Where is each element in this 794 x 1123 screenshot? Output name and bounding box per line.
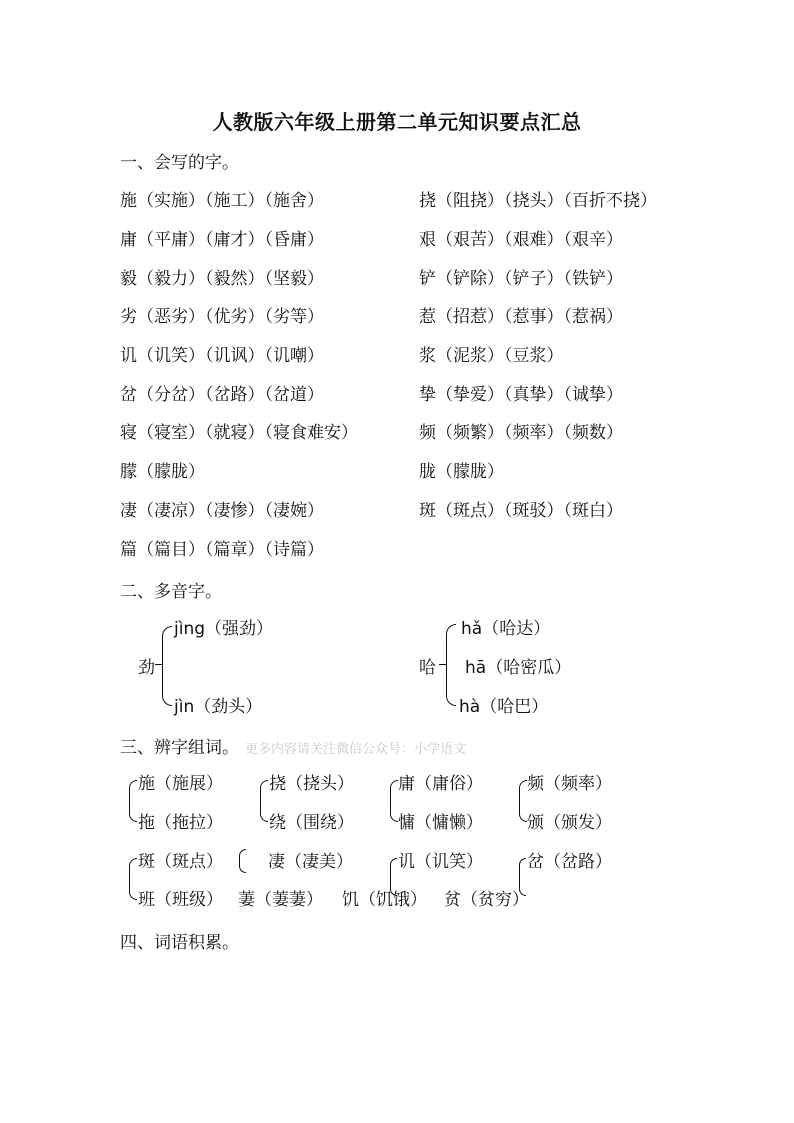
write-row: 凄（凄凉）（凄惨）（凄婉） <box>120 501 324 521</box>
write-row: 讥（讥笑）（讥讽）（讥嘲） <box>120 346 324 366</box>
write-row: 斑（斑点）（斑驳）（斑白） <box>419 501 623 521</box>
section-heading-distinguish <box>120 733 466 758</box>
pair-item: 频（频率） <box>527 774 612 794</box>
write-row: 频（频繁）（频率）（频数） <box>419 423 623 443</box>
section-heading-polyphone: 二、多音字。 <box>120 582 222 602</box>
write-row: 浆（泥浆）（豆浆） <box>419 346 564 366</box>
section-heading-text: 三、辨字组词。 <box>120 738 239 758</box>
polyphone-reading: hà（哈巴） <box>459 697 549 717</box>
write-row: 惹（招惹）（惹事）（惹祸） <box>419 307 623 327</box>
write-row: 施（实施）（施工）（施舍） <box>120 191 324 211</box>
write-row: 毅（毅力）（毅然）（坚毅） <box>120 269 324 289</box>
brace <box>519 780 527 822</box>
write-row: 挚（挚爱）（真挚）（诚挚） <box>419 385 623 405</box>
pair-item: 庸（庸俗） <box>398 774 483 794</box>
pair-item: 慵（慵懒） <box>398 813 483 833</box>
pair-item: 贫（贫穷） <box>444 890 529 910</box>
write-row: 铲（铲除）（铲子）（铁铲） <box>419 269 623 289</box>
pair-item: 施（施展） <box>138 774 223 794</box>
section-heading-vocab: 四、词语积累。 <box>120 933 239 953</box>
polyphone-char: 劲 <box>138 658 155 678</box>
pair-item: 班（班级） <box>138 890 223 910</box>
write-row: 艰（艰苦）（艰难）（艰辛） <box>419 230 623 250</box>
brace <box>129 780 137 822</box>
pair-item: 颁（颁发） <box>527 813 612 833</box>
write-row: 朦（朦胧） <box>120 462 205 482</box>
pair-item: 讥（讥笑） <box>398 852 483 872</box>
polyphone-char: 哈 <box>419 658 436 678</box>
pair-item: 斑（斑点） <box>138 852 223 872</box>
brace <box>239 849 246 873</box>
pair-item: 绕（围绕） <box>269 813 354 833</box>
write-row: 篇（篇目）（篇章）（诗篇） <box>120 540 324 560</box>
brace <box>129 858 137 900</box>
pair-item: 拖（拖拉） <box>138 813 223 833</box>
page-title: 人教版六年级上册第二单元知识要点汇总 <box>212 110 582 134</box>
brace <box>390 780 398 822</box>
brace-tip <box>439 664 447 665</box>
polyphone-reading: hā（哈密瓜） <box>465 658 572 678</box>
brace <box>162 626 172 706</box>
brace <box>260 780 268 822</box>
polyphone-reading: jìn（劲头） <box>174 697 263 717</box>
pair-item: 岔（岔路） <box>527 852 612 872</box>
brace-tip <box>155 664 163 665</box>
write-row: 劣（恶劣）（优劣）（劣等） <box>120 307 324 327</box>
pair-item: 凄（凄美） <box>268 852 353 872</box>
brace <box>446 624 456 706</box>
polyphone-reading: hǎ（哈达） <box>461 619 551 639</box>
section-heading-write: 一、会写的字。 <box>120 153 239 173</box>
pair-item: 饥（饥饿） <box>342 890 427 910</box>
pair-item: 挠（挠头） <box>269 774 354 794</box>
polyphone-reading: jìng（强劲） <box>174 619 274 639</box>
watermark-text: 更多内容请关注微信公众号：小学语文 <box>245 742 467 757</box>
write-row: 挠（阻挠）（挠头）（百折不挠） <box>419 191 657 211</box>
pair-item: 萋（萋萋） <box>238 890 323 910</box>
write-row: 寝（寝室）（就寝）（寝食难安） <box>120 423 358 443</box>
write-row: 岔（分岔）（岔路）（岔道） <box>120 385 324 405</box>
write-row: 庸（平庸）（庸才）（昏庸） <box>120 230 324 250</box>
write-row: 胧（朦胧） <box>419 462 504 482</box>
